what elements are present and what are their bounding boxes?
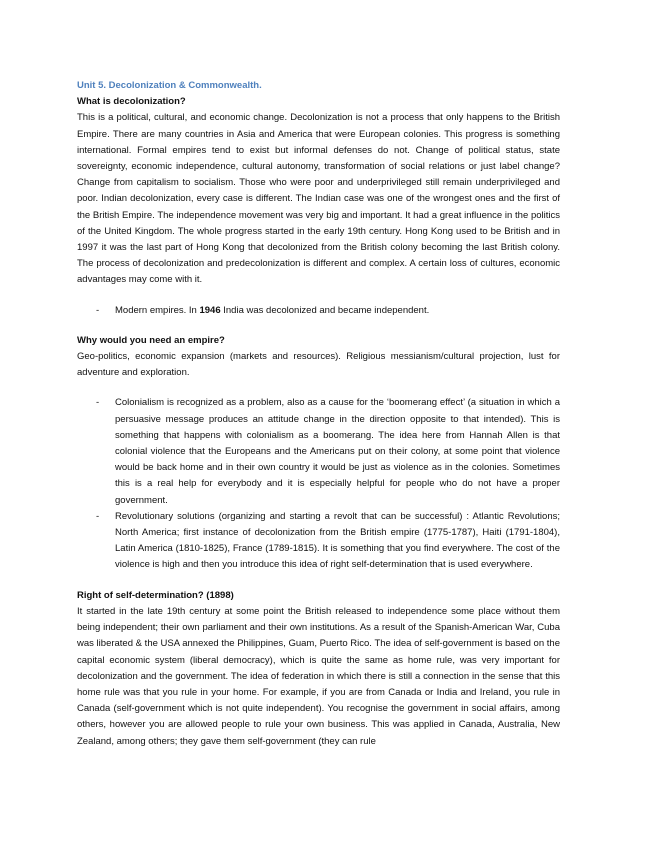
section-heading-decolonization: What is decolonization? xyxy=(77,96,186,108)
unit-title: Unit 5. Decolonization & Commonwealth. xyxy=(77,80,262,91)
bullet-list-empire xyxy=(77,395,560,573)
section-heading-self-determination: Right of self-determination? (1898) xyxy=(77,589,234,601)
list-item xyxy=(77,395,560,508)
bullet-list-modern-empires xyxy=(77,303,560,319)
section-paragraph-self-determination: It started in the late 19th century at some point the British released to independence some place without them being independent; their own parliament and their own institutions. As a result of the Spanish-American War, Cuba was liberated & the USA annexed the Philippines, Guam, Puerto Rico. The idea of self-government is based on the capital economic system (liberal democracy), which is quite the same as home rule, was very important for decolonization and the government. The idea of federation in which there is still a connection in the sense that this home rule was that you rule in your home. For example, if you are from Canada or India and Ireland, you rule in Canada (self-government which is not quite independent). You recognise the government in social affairs, among others, however you are allowed people to rule your own business. This was applied in Canada, Australia, New Zealand, among others; they gave them self-government (they can rule xyxy=(77,605,560,747)
section-paragraph-empire: Geo-politics, economic expansion (markets and resources). Religious messianism/cultural projection, lust for adventure and exploration. xyxy=(77,351,560,379)
bullet-text: Modern empires. In xyxy=(115,304,200,316)
list-item xyxy=(77,303,560,319)
bullet-text: Revolutionary solutions (organizing and starting a revolt that can be successful) : Atlantic Revolutions; North America; first instance of decolonization from the British empire (1775-1787), Haiti (1791-1804), Latin America (1810-1825), France (1789-1815). It is something that you find everywhere. The cost of the violence is high and then you introduce this idea of right self-determination that is used everywhere. xyxy=(115,510,560,571)
section-paragraph-decolonization: This is a political, cultural, and economic change. Decolonization is not a process that only happens to the British Empire. There are many countries in Asia and America that were European colonies. This progress is something international. Formal empires tend to exist but informal defenses do not. Change of political status, state sovereignty, economic independence, cultural autonomy, transformation of social relations or just label change? Change from capitalism to socialism. Those who were poor and underprivileged still remain underprivileged and poor. Indian decolonization, every case is different. The Indian case was one of the wrongest ones and the first of the British Empire. The independence movement was very big and important. It had a great influence in the politics of the United Kingdom. The whole progress started in the early 19th century. Hong Kong used to be British and in 1997 it was the last part of Hong Kong that decolonized from the British colony becoming the last British colony. The process of decolonization and predecolonization is different and complex. A certain loss of cultures, economic advantages may come with it. xyxy=(77,112,560,286)
list-item xyxy=(77,509,560,574)
bullet-text: India was decolonized and became independent. xyxy=(220,304,430,316)
bullet-marker: - xyxy=(96,304,100,316)
document-body xyxy=(77,78,560,750)
section-heading-empire: Why would you need an empire? xyxy=(77,334,225,346)
bullet-bold-year: 1946 xyxy=(199,304,221,316)
bullet-marker: - xyxy=(96,510,100,522)
bullet-marker: - xyxy=(96,397,100,409)
bullet-text: Colonialism is recognized as a problem, also as a cause for the ‘boomerang effect’ (a situation in which a persuasive message produces an attitude change in the direction opposite to that intended). This is something that happens with colonialism as a boomerang. The idea here from Hannah Allen is that colonial violence that the Europeans and the Americans put on their colony, at some point that violence would be back home and in their own country it would be just as violence as in the colonies. Sometimes this is a real help for everybody and it is especially helpful for people who do not have a proper government. xyxy=(115,397,560,506)
